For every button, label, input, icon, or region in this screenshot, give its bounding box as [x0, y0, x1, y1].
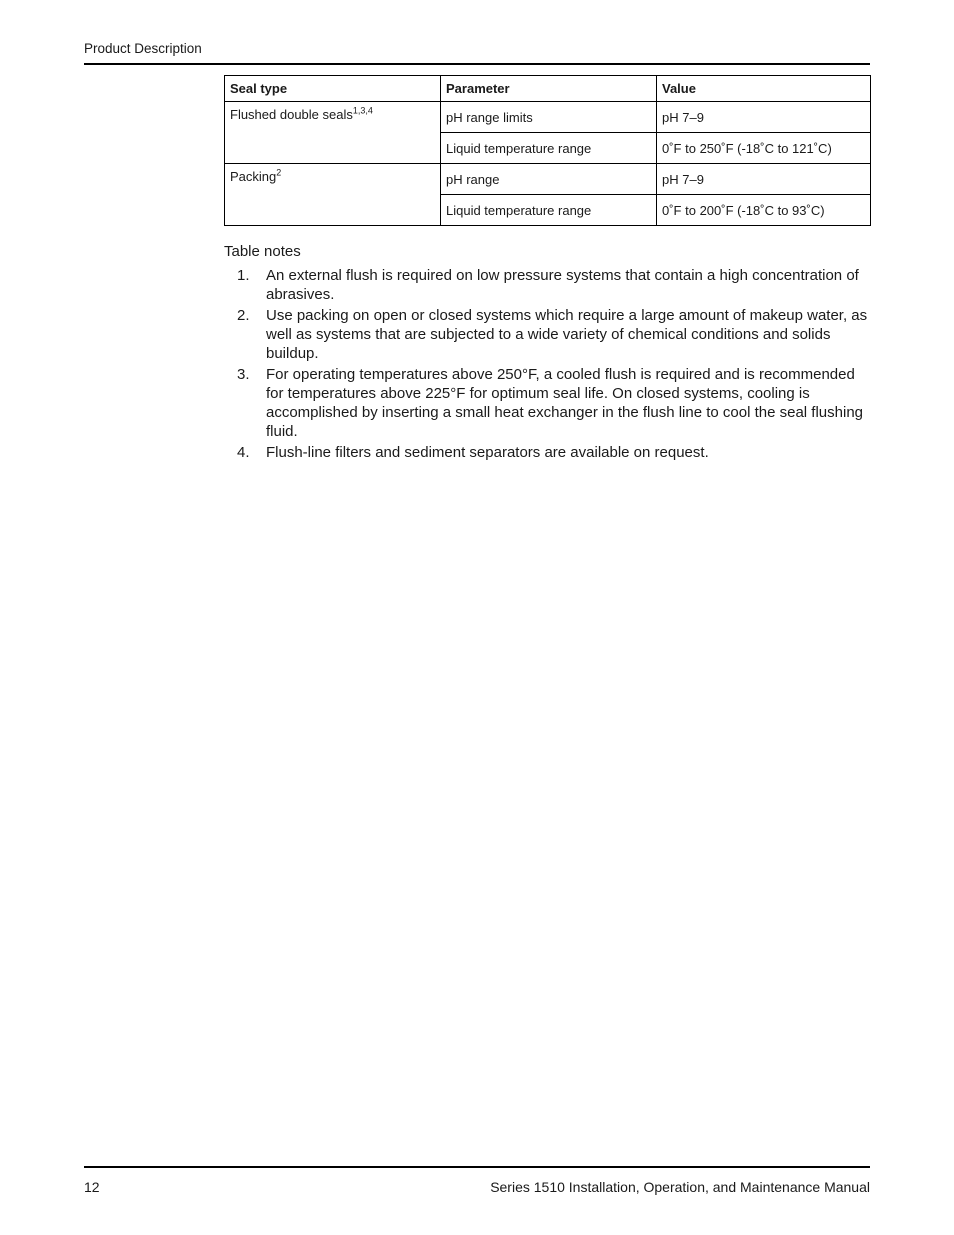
- note-text: An external flush is required on low pressure systems that contain a high concentration of abrasives.: [266, 267, 859, 303]
- header-rule: [84, 63, 870, 65]
- footnote-ref: 1,3,4: [352, 105, 373, 116]
- page-number: 12: [84, 1179, 100, 1195]
- table-header-row: [225, 76, 871, 102]
- footer-rule: [84, 1166, 870, 1168]
- note-text: For operating temperatures above 250°F, a cooled flush is required and is recommended for temperatures above 225°F for optimum seal life. On closed systems, cooling is accomplished by inserting a small heat exchanger in the flush line to cool the seal flushing fluid.: [266, 366, 864, 440]
- list-item: [224, 443, 870, 462]
- list-item: [224, 266, 870, 304]
- header-seal-type: Seal type: [225, 76, 441, 102]
- seal-spec-table: [224, 75, 871, 226]
- table-notes-heading: Table notes: [224, 243, 301, 260]
- value-cell: pH 7–9: [657, 102, 871, 133]
- table-notes-list: [224, 266, 870, 464]
- seal-type-cell: [225, 102, 441, 164]
- note-number: 4.: [237, 444, 250, 461]
- parameter-cell: pH range limits: [441, 102, 657, 133]
- seal-type-label: Flushed double seals: [230, 107, 353, 122]
- list-item: [224, 306, 870, 363]
- table-row: [225, 102, 871, 133]
- note-number: 2.: [237, 307, 250, 324]
- parameter-cell: Liquid temperature range: [441, 195, 657, 226]
- value-cell: pH 7–9: [657, 164, 871, 195]
- footnote-ref: 2: [276, 167, 282, 178]
- seal-type-cell: [225, 164, 441, 226]
- note-text: Flush-line filters and sediment separators are available on request.: [266, 444, 709, 461]
- note-number: 3.: [237, 366, 250, 383]
- running-header: Product Description: [84, 41, 202, 56]
- seal-type-label: Packing: [230, 169, 277, 184]
- table-row: [225, 164, 871, 195]
- list-item: [224, 365, 870, 441]
- note-text: Use packing on open or closed systems which require a large amount of makeup water, as well as systems that are subjected to a wide variety of chemical conditions and solids buildup.: [266, 307, 868, 362]
- header-value: Value: [657, 76, 871, 102]
- header-parameter: Parameter: [441, 76, 657, 102]
- parameter-cell: pH range: [441, 164, 657, 195]
- value-cell: 0˚F to 250˚F (-18˚C to 121˚C): [657, 133, 871, 164]
- value-cell: 0˚F to 200˚F (-18˚C to 93˚C): [657, 195, 871, 226]
- parameter-cell: Liquid temperature range: [441, 133, 657, 164]
- manual-title: Series 1510 Installation, Operation, and Maintenance Manual: [490, 1179, 870, 1195]
- note-number: 1.: [237, 267, 250, 284]
